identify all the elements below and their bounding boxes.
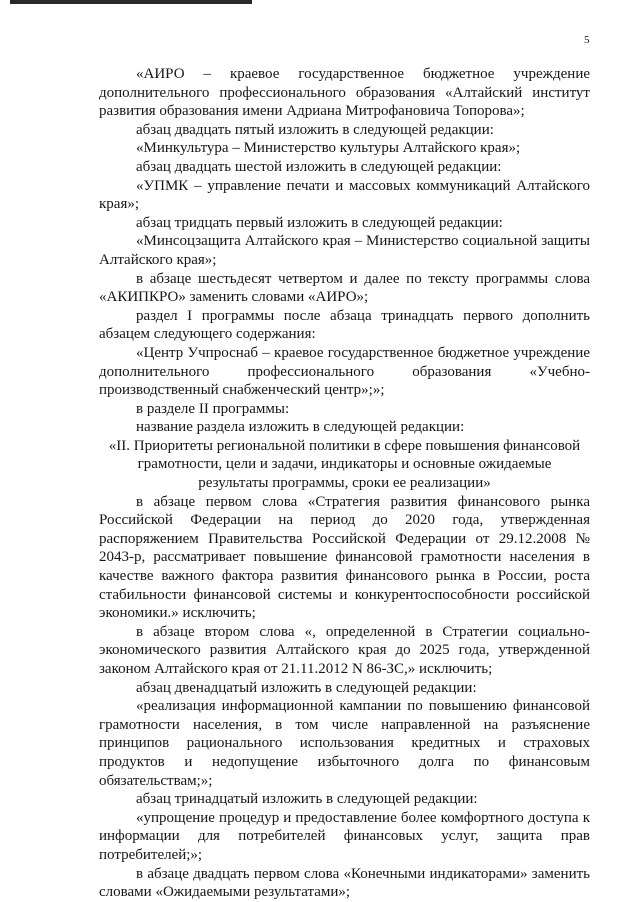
paragraph: в абзаце двадцать первом слова «Конечными индикаторами» заменить словами «Ожидаемыми результатами»; [99, 865, 590, 901]
paragraph: название раздела изложить в следующей редакции: [136, 419, 465, 436]
paragraph: «упрощение процедур и предоставление более комфортного доступа к информации для потребителей финансовых услуг, защита прав потребителей;»; [99, 809, 590, 863]
paragraph: абзац двадцать пятый изложить в следующей редакции: [136, 121, 494, 138]
paragraph: абзац двенадцатый изложить в следующей редакции: [136, 679, 477, 696]
paragraph: абзац тринадцатый изложить в следующей редакции: [136, 791, 478, 808]
paragraph: в абзаце втором слова «, определенной в Стратегии социально-экономического развития Алтайского края до 2025 года, утвержденной законом Алтайского края от 21.11.2012 N 86-ЗС,» исключить; [99, 623, 590, 677]
page-number: 5 [584, 34, 590, 46]
paragraph: в абзаце первом слова «Стратегия развития финансового рынка Российской Федерации на период до 2020 года, утвержденная распоряжением Правительства Российской Федерации от 29.12.2008 № 2043-р, рассматривает повышение финансовой грамотности населения в качестве важного фактора развития финансового рынка в России, роста стабильности финансовой системы и конкурентоспособности российской экономики.» исключить; [99, 493, 590, 622]
paragraph: раздел I программы после абзаца тринадцать первого дополнить абзацем следующего содержания: [99, 307, 590, 343]
paragraph: «Минкультура – Министерство культуры Алтайского края»; [136, 140, 521, 157]
paragraph: абзац тридцать первый изложить в следующей редакции: [136, 214, 503, 231]
paragraph: «АИРО – краевое государственное бюджетное учреждение дополнительного профессионального образования «Алтайский институт развития образования имени Адриана Митрофановича Топорова»; [99, 66, 590, 120]
paragraph: в абзаце шестьдесят четвертом и далее по тексту программы слова «АКИПКРО» заменить словами «АИРО»; [99, 270, 590, 306]
scan-edge-bar [10, 0, 252, 4]
paragraph: «УПМК – управление печати и массовых коммуникаций Алтайского края»; [99, 177, 590, 213]
paragraph: абзац двадцать шестой изложить в следующей редакции: [136, 158, 502, 175]
paragraph: «Минсоцзащита Алтайского края – Министерство социальной защиты Алтайского края»; [99, 233, 590, 268]
paragraph: в разделе II программы: [136, 400, 290, 417]
paragraph: «реализация информационной кампании по повышению финансовой грамотности населения, в том числе направленной на разъяснение принципов рационального использования кредитных и страховых продуктов и недопущение избыточного долга по финансовым обязательствам;»; [99, 698, 590, 789]
paragraph: «Центр Учпроснаб – краевое государственное бюджетное учреждение дополнительного профессионального образования «Учебно-производственный снабженческий центр»;»; [99, 344, 590, 399]
section-heading: «II. Приоритеты региональной политики в сфере повышения финансовой грамотности, цели и задачи, индикаторы и основные ожидаемые результаты программы, сроки ее реализации» [108, 437, 581, 492]
document-body [99, 65, 590, 902]
